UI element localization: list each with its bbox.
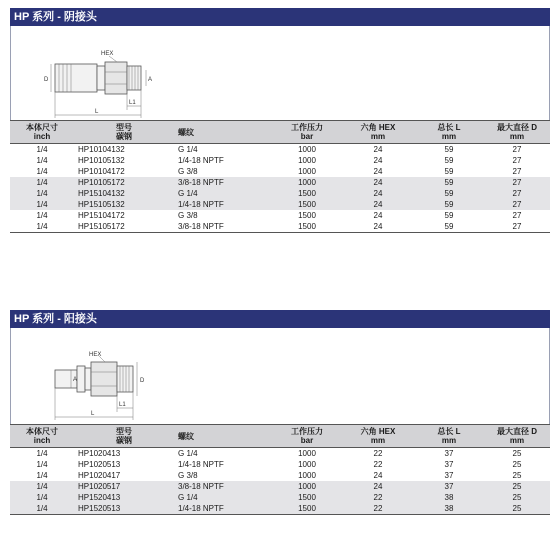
table-cell: HP15104132: [78, 189, 125, 198]
table-cell: G 3/8: [178, 471, 198, 480]
table-cell: 1/4: [36, 449, 48, 458]
table-cell: HP15105172: [74, 221, 174, 233]
male-coupler-section: [10, 310, 550, 515]
table-cell: 59: [444, 167, 454, 176]
table-cell: 25: [512, 460, 522, 469]
table-cell: HP10104132: [78, 145, 125, 154]
table-cell: 1000: [298, 460, 316, 469]
female-coupler-section: [10, 8, 550, 233]
table-header-row: [10, 425, 550, 448]
table-cell: G 1/4: [178, 493, 198, 502]
table-row: [10, 188, 550, 199]
table-cell: HP1020417: [78, 471, 121, 480]
d-label: D: [44, 77, 49, 83]
table-cell: 37: [444, 482, 454, 491]
header-diameter: 最大直径 D mm: [484, 425, 550, 448]
hex-label: HEX: [89, 352, 102, 358]
table-row: [10, 448, 550, 460]
table-cell: G 1/4: [178, 449, 198, 458]
table-cell: 59: [444, 200, 454, 209]
table-cell: 1500: [272, 503, 342, 515]
table-cell: 24: [373, 200, 383, 209]
table-cell: 3/8-18 NPTF: [174, 221, 272, 233]
table-row: [10, 144, 550, 156]
table-cell: HP10104172: [78, 167, 125, 176]
table-cell: 27: [512, 178, 522, 187]
table-cell: HP10105132: [78, 156, 125, 165]
table-cell: HP15104172: [78, 211, 125, 220]
table-cell: 1/4: [36, 200, 48, 209]
table-cell: 1/4: [10, 503, 74, 515]
table-cell: 22: [342, 503, 414, 515]
section-title: HP 系列 - 阳接头: [10, 310, 550, 328]
table-row: [10, 481, 550, 492]
table-cell: 25: [512, 471, 522, 480]
table-cell: 25: [512, 482, 522, 491]
table-cell: 1/4-18 NPTF: [178, 200, 224, 209]
table-cell: 1000: [298, 471, 316, 480]
table-cell: 24: [373, 178, 383, 187]
table-cell: HP1520513: [74, 503, 174, 515]
table-cell: 27: [512, 211, 522, 220]
table-cell: 22: [373, 449, 383, 458]
l-label: L: [91, 411, 95, 417]
table-cell: 25: [512, 493, 522, 502]
table-row: [10, 199, 550, 210]
table-cell: 59: [444, 189, 454, 198]
table-cell: 1/4: [36, 145, 48, 154]
a-label: A: [148, 77, 153, 83]
male-coupler-diagram: [10, 328, 550, 424]
hex-label: HEX: [101, 51, 114, 57]
header-hex: 六角 HEX mm: [342, 425, 414, 448]
table-cell: 1000: [298, 178, 316, 187]
table-cell: 24: [373, 482, 383, 491]
table-cell: 1500: [298, 189, 316, 198]
table-row: [10, 155, 550, 166]
table-cell: HP1520413: [78, 493, 121, 502]
table-cell: 1/4-18 NPTF: [178, 156, 224, 165]
table-cell: 1000: [298, 482, 316, 491]
table-cell: 1/4: [36, 493, 48, 502]
table-cell: 22: [373, 460, 383, 469]
female-coupler-drawing: [11, 26, 551, 120]
table-cell: G 3/8: [178, 167, 198, 176]
table-cell: 1000: [298, 145, 316, 154]
table-cell: 1/4: [10, 221, 74, 233]
l1-label: L1: [129, 100, 136, 106]
header-pressure: 工作压力 bar: [272, 425, 342, 448]
table-cell: 3/8-18 NPTF: [178, 482, 224, 491]
table-cell: HP1020517: [78, 482, 121, 491]
table-cell: G 1/4: [178, 145, 198, 154]
table-row: [10, 470, 550, 481]
table-cell: HP1020413: [78, 449, 121, 458]
header-thread: 螺纹: [174, 121, 272, 144]
table-cell: 27: [512, 200, 522, 209]
table-cell: HP10105172: [78, 178, 125, 187]
header-pressure: 工作压力 bar: [272, 121, 342, 144]
table-cell: HP1020513: [78, 460, 121, 469]
table-cell: 27: [484, 221, 550, 233]
table-cell: 59: [414, 221, 484, 233]
table-cell: 27: [512, 167, 522, 176]
l-label: L: [95, 109, 99, 115]
table-cell: 1000: [298, 167, 316, 176]
table-cell: 22: [373, 493, 383, 502]
d-label: D: [140, 378, 145, 384]
table-cell: 1/4: [36, 471, 48, 480]
table-cell: G 1/4: [178, 189, 198, 198]
table-cell: 59: [444, 156, 454, 165]
a-label: A: [73, 377, 78, 383]
table-cell: 1500: [298, 200, 316, 209]
table-cell: 37: [444, 471, 454, 480]
table-cell: 1000: [298, 156, 316, 165]
female-spec-table: [10, 120, 550, 233]
table-cell: G 3/8: [178, 211, 198, 220]
table-cell: 1/4: [36, 482, 48, 491]
header-model: 型号 碳钢: [74, 121, 174, 144]
table-row: [10, 210, 550, 221]
table-row: [10, 459, 550, 470]
table-cell: 24: [373, 211, 383, 220]
table-cell: 24: [373, 189, 383, 198]
table-row: [10, 221, 550, 233]
female-coupler-diagram: [10, 26, 550, 120]
header-diameter: 最大直径 D mm: [484, 121, 550, 144]
table-cell: 1/4-18 NPTF: [178, 460, 224, 469]
table-cell: 3/8-18 NPTF: [178, 178, 224, 187]
table-cell: 24: [342, 221, 414, 233]
l1-label: L1: [119, 402, 126, 408]
table-cell: 1/4: [36, 460, 48, 469]
male-spec-table: [10, 424, 550, 515]
header-hex: 六角 HEX mm: [342, 121, 414, 144]
table-cell: 1000: [298, 449, 316, 458]
table-row: [10, 177, 550, 188]
table-cell: 1/4: [36, 156, 48, 165]
table-cell: 27: [512, 145, 522, 154]
table-cell: 59: [444, 211, 454, 220]
table-row: [10, 166, 550, 177]
male-coupler-drawing: [11, 328, 551, 424]
table-cell: 1/4: [36, 189, 48, 198]
table-cell: 37: [444, 460, 454, 469]
table-row: [10, 503, 550, 515]
table-cell: 27: [512, 189, 522, 198]
table-cell: 1500: [298, 211, 316, 220]
table-cell: 1500: [272, 221, 342, 233]
table-cell: 25: [512, 449, 522, 458]
table-cell: 24: [373, 145, 383, 154]
header-length: 总长 L mm: [414, 121, 484, 144]
section-title: HP 系列 - 阴接头: [10, 8, 550, 26]
header-body-size: 本体尺寸 inch: [10, 425, 74, 448]
table-cell: 1/4: [36, 167, 48, 176]
table-cell: 1/4: [36, 211, 48, 220]
table-cell: 59: [444, 178, 454, 187]
table-cell: 24: [373, 471, 383, 480]
table-cell: 1500: [298, 493, 316, 502]
header-model: 型号 碳钢: [74, 425, 174, 448]
table-cell: 38: [414, 503, 484, 515]
table-cell: 37: [444, 449, 454, 458]
header-body-size: 本体尺寸 inch: [10, 121, 74, 144]
table-cell: 1/4: [36, 178, 48, 187]
table-cell: 24: [373, 167, 383, 176]
table-cell: 27: [512, 156, 522, 165]
table-row: [10, 492, 550, 503]
table-cell: HP15105132: [78, 200, 125, 209]
header-length: 总长 L mm: [414, 425, 484, 448]
table-cell: 24: [373, 156, 383, 165]
table-header-row: [10, 121, 550, 144]
table-cell: 25: [484, 503, 550, 515]
table-cell: 59: [444, 145, 454, 154]
header-thread: 螺纹: [174, 425, 272, 448]
table-cell: 38: [444, 493, 454, 502]
table-cell: 1/4-18 NPTF: [174, 503, 272, 515]
